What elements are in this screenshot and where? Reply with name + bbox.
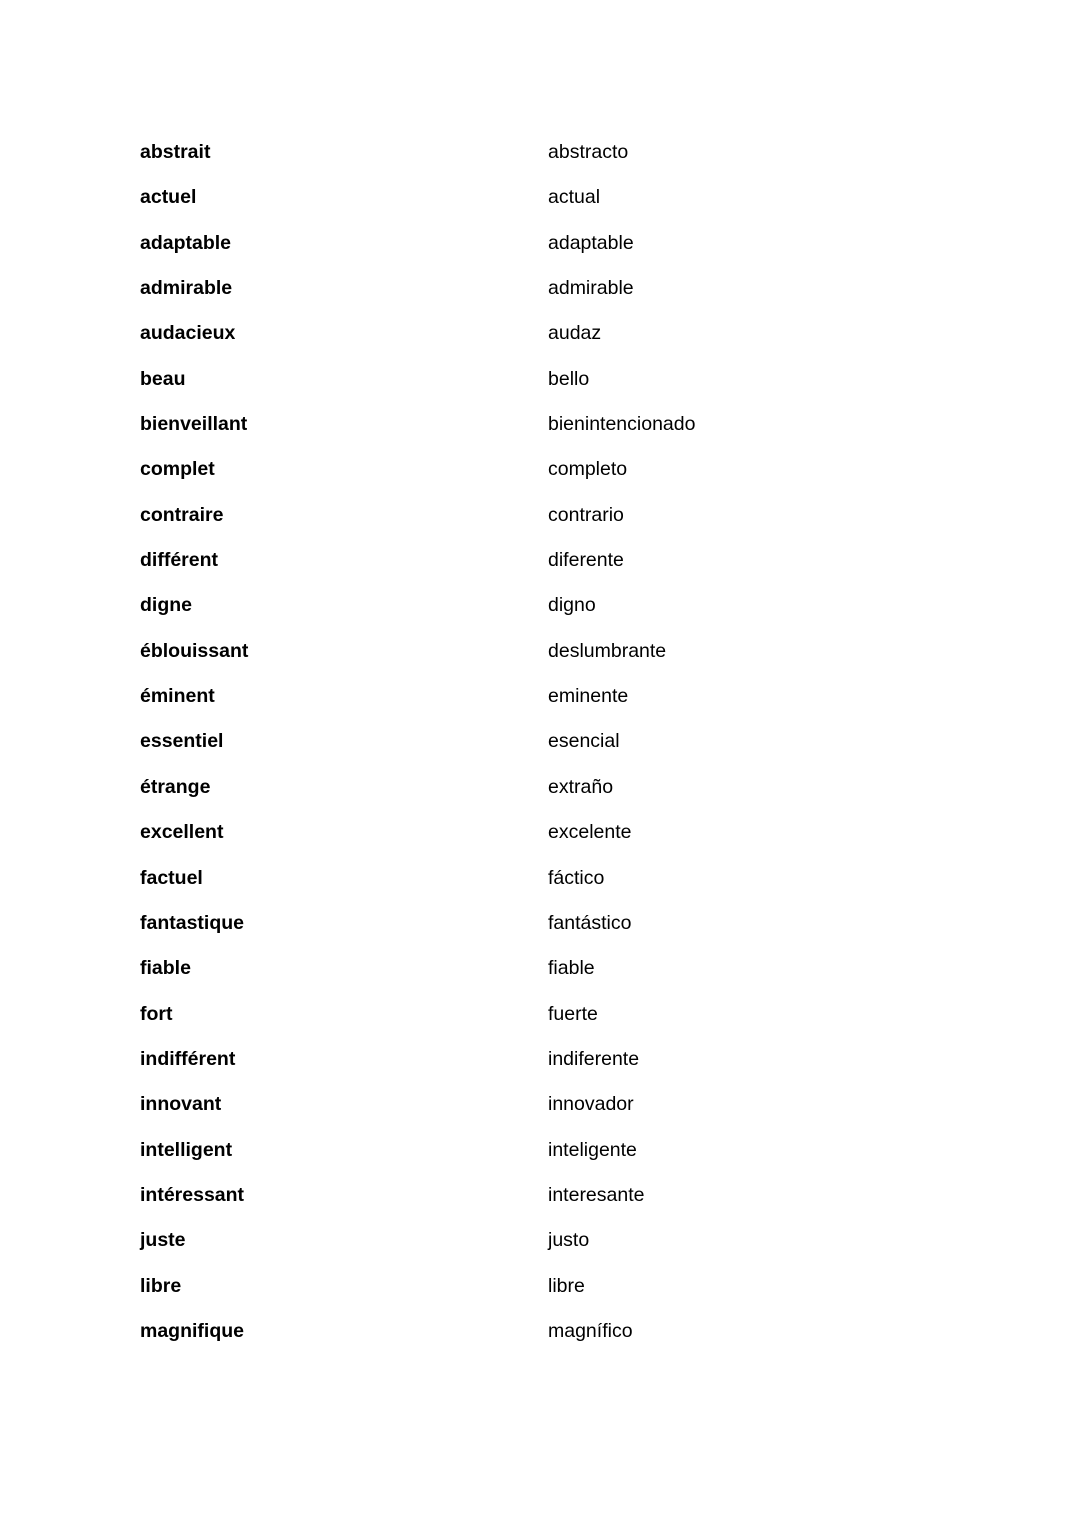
french-term: bienveillant <box>140 413 248 436</box>
french-term: éblouissant <box>140 639 249 662</box>
spanish-term: esencial <box>548 730 620 753</box>
french-term: fiable <box>140 957 191 980</box>
french-term: factuel <box>140 866 203 889</box>
french-term: abstrait <box>140 141 211 163</box>
spanish-term: diferente <box>548 549 624 572</box>
spanish-term: innovador <box>548 1093 634 1116</box>
vocab-row <box>140 1318 940 1363</box>
french-term: fort <box>140 1002 173 1025</box>
spanish-term: deslumbrante <box>548 639 667 662</box>
french-term: éminent <box>140 685 215 708</box>
vocab-row <box>140 1227 940 1272</box>
vocab-row <box>140 638 940 683</box>
french-term: admirable <box>140 277 233 300</box>
spanish-term: audaz <box>548 322 602 345</box>
vocab-row <box>140 230 940 275</box>
spanish-term: excelente <box>548 821 632 844</box>
vocab-row <box>140 774 940 819</box>
vocab-row <box>140 320 940 365</box>
vocabulary-list <box>140 139 940 1363</box>
french-term: libre <box>140 1274 182 1297</box>
french-term: beau <box>140 367 186 390</box>
vocab-row <box>140 184 940 229</box>
spanish-term: interesante <box>548 1183 645 1206</box>
spanish-term: contrario <box>548 503 624 526</box>
vocab-row <box>140 1091 940 1136</box>
spanish-term: fantástico <box>548 911 632 934</box>
spanish-term: adaptable <box>548 231 634 254</box>
spanish-term: admirable <box>548 277 634 300</box>
french-term: fantastique <box>140 911 245 934</box>
spanish-term: indiferente <box>548 1047 640 1070</box>
spanish-term: abstracto <box>548 141 629 163</box>
french-term: magnifique <box>140 1319 245 1342</box>
spanish-term: eminente <box>548 685 629 708</box>
french-term: complet <box>140 458 215 481</box>
spanish-term: completo <box>548 458 628 481</box>
vocab-row <box>140 456 940 501</box>
vocab-row <box>140 275 940 320</box>
vocab-row <box>140 910 940 955</box>
french-term: adaptable <box>140 231 232 254</box>
vocab-row <box>140 1182 940 1227</box>
vocab-row <box>140 592 940 637</box>
french-term: juste <box>140 1229 186 1252</box>
french-term: différent <box>140 549 218 572</box>
vocab-row <box>140 1046 940 1091</box>
vocab-row <box>140 955 940 1000</box>
vocab-row <box>140 547 940 592</box>
vocab-row <box>140 1273 940 1318</box>
vocab-row <box>140 411 940 456</box>
vocab-row <box>140 728 940 773</box>
vocab-row <box>140 1137 940 1182</box>
spanish-term: fáctico <box>548 866 605 889</box>
french-term: digne <box>140 594 192 617</box>
french-term: essentiel <box>140 730 224 753</box>
spanish-term: fuerte <box>548 1002 598 1025</box>
french-term: intelligent <box>140 1138 233 1161</box>
spanish-term: extraño <box>548 775 614 798</box>
vocab-row <box>140 502 940 547</box>
french-term: excellent <box>140 821 224 844</box>
spanish-term: justo <box>548 1229 590 1252</box>
spanish-term: inteligente <box>548 1138 637 1161</box>
french-term: actuel <box>140 186 197 209</box>
spanish-term: actual <box>548 186 601 209</box>
spanish-term: bello <box>548 367 590 390</box>
french-term: contraire <box>140 503 224 526</box>
french-term: indifférent <box>140 1047 236 1070</box>
vocab-row <box>140 683 940 728</box>
spanish-term: libre <box>548 1274 585 1297</box>
french-term: étrange <box>140 775 211 798</box>
spanish-term: fiable <box>548 957 595 980</box>
vocab-row <box>140 366 940 411</box>
spanish-term: digno <box>548 594 596 617</box>
french-term: innovant <box>140 1093 222 1116</box>
french-term: audacieux <box>140 322 236 345</box>
vocab-row <box>140 819 940 864</box>
vocab-row <box>140 139 940 184</box>
french-term: intéressant <box>140 1183 245 1206</box>
spanish-term: bienintencionado <box>548 413 696 436</box>
vocab-row <box>140 865 940 910</box>
vocab-row <box>140 1001 940 1046</box>
spanish-term: magnífico <box>548 1319 633 1342</box>
